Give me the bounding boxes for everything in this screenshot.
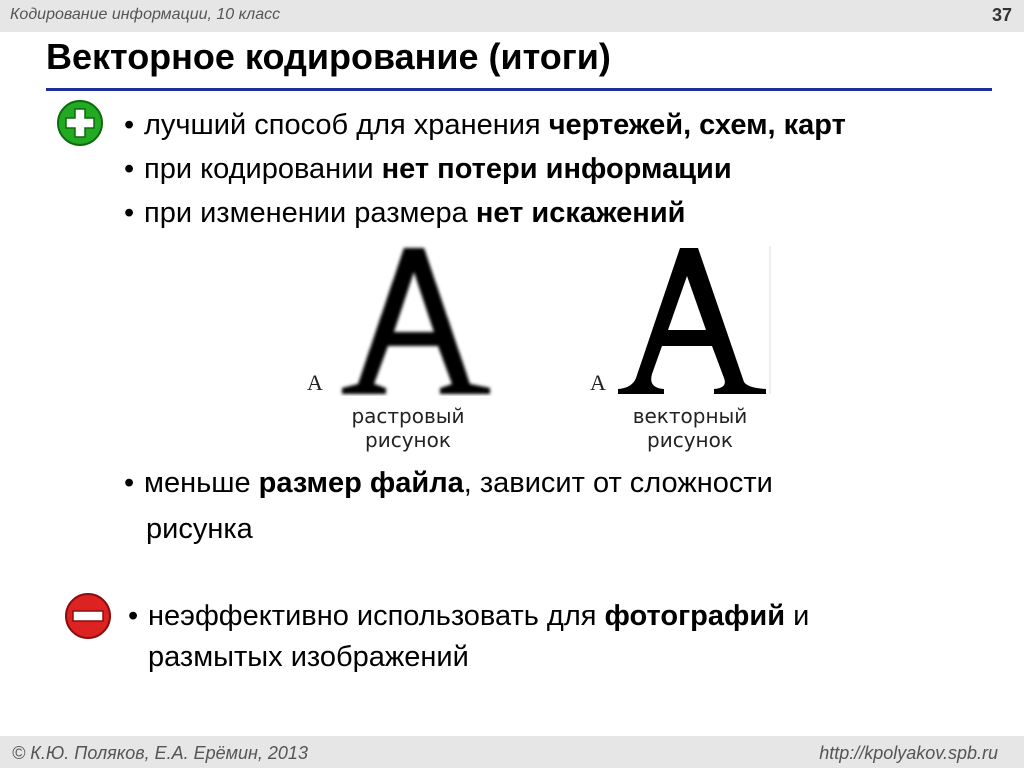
plus-icon (56, 99, 104, 147)
minus-icon (64, 592, 112, 640)
footer-bar (0, 736, 1024, 768)
footer-authors: © К.Ю. Поляков, Е.А. Ерёмин, 2013 (12, 743, 308, 763)
vector-big-letter (612, 244, 772, 396)
vector-caption: векторный рисунок (632, 404, 748, 452)
course-label: Кодирование информации, 10 класс (10, 6, 281, 23)
con-bullet: • неэффективно использовать для фотографий и (128, 600, 810, 632)
footer-site-link[interactable]: http://kpolyakov.spb.ru (819, 743, 998, 763)
pro-bullet-2: • при кодировании нет потери информации (124, 153, 732, 185)
page-number: 37 (991, 5, 1012, 25)
raster-small-letter: A (307, 370, 323, 395)
pro-bullet-1: • лучший способ для хранения чертежей, схем, карт (124, 109, 846, 141)
vector-small-letter: A (590, 370, 606, 395)
raster-caption: растровый рисунок (351, 404, 465, 452)
top-bar (0, 0, 1024, 32)
title-underline (46, 88, 992, 91)
pro-bullet-4-continuation: рисунка (146, 513, 253, 545)
raster-big-letter (336, 244, 496, 396)
slide-title: Векторное кодирование (итоги) (46, 36, 611, 77)
pro-bullet-4: • меньше размер файла, зависит от сложности (124, 467, 773, 499)
pro-bullet-3: • при изменении размера нет искажений (124, 197, 686, 229)
con-bullet-continuation: размытых изображений (148, 641, 469, 673)
